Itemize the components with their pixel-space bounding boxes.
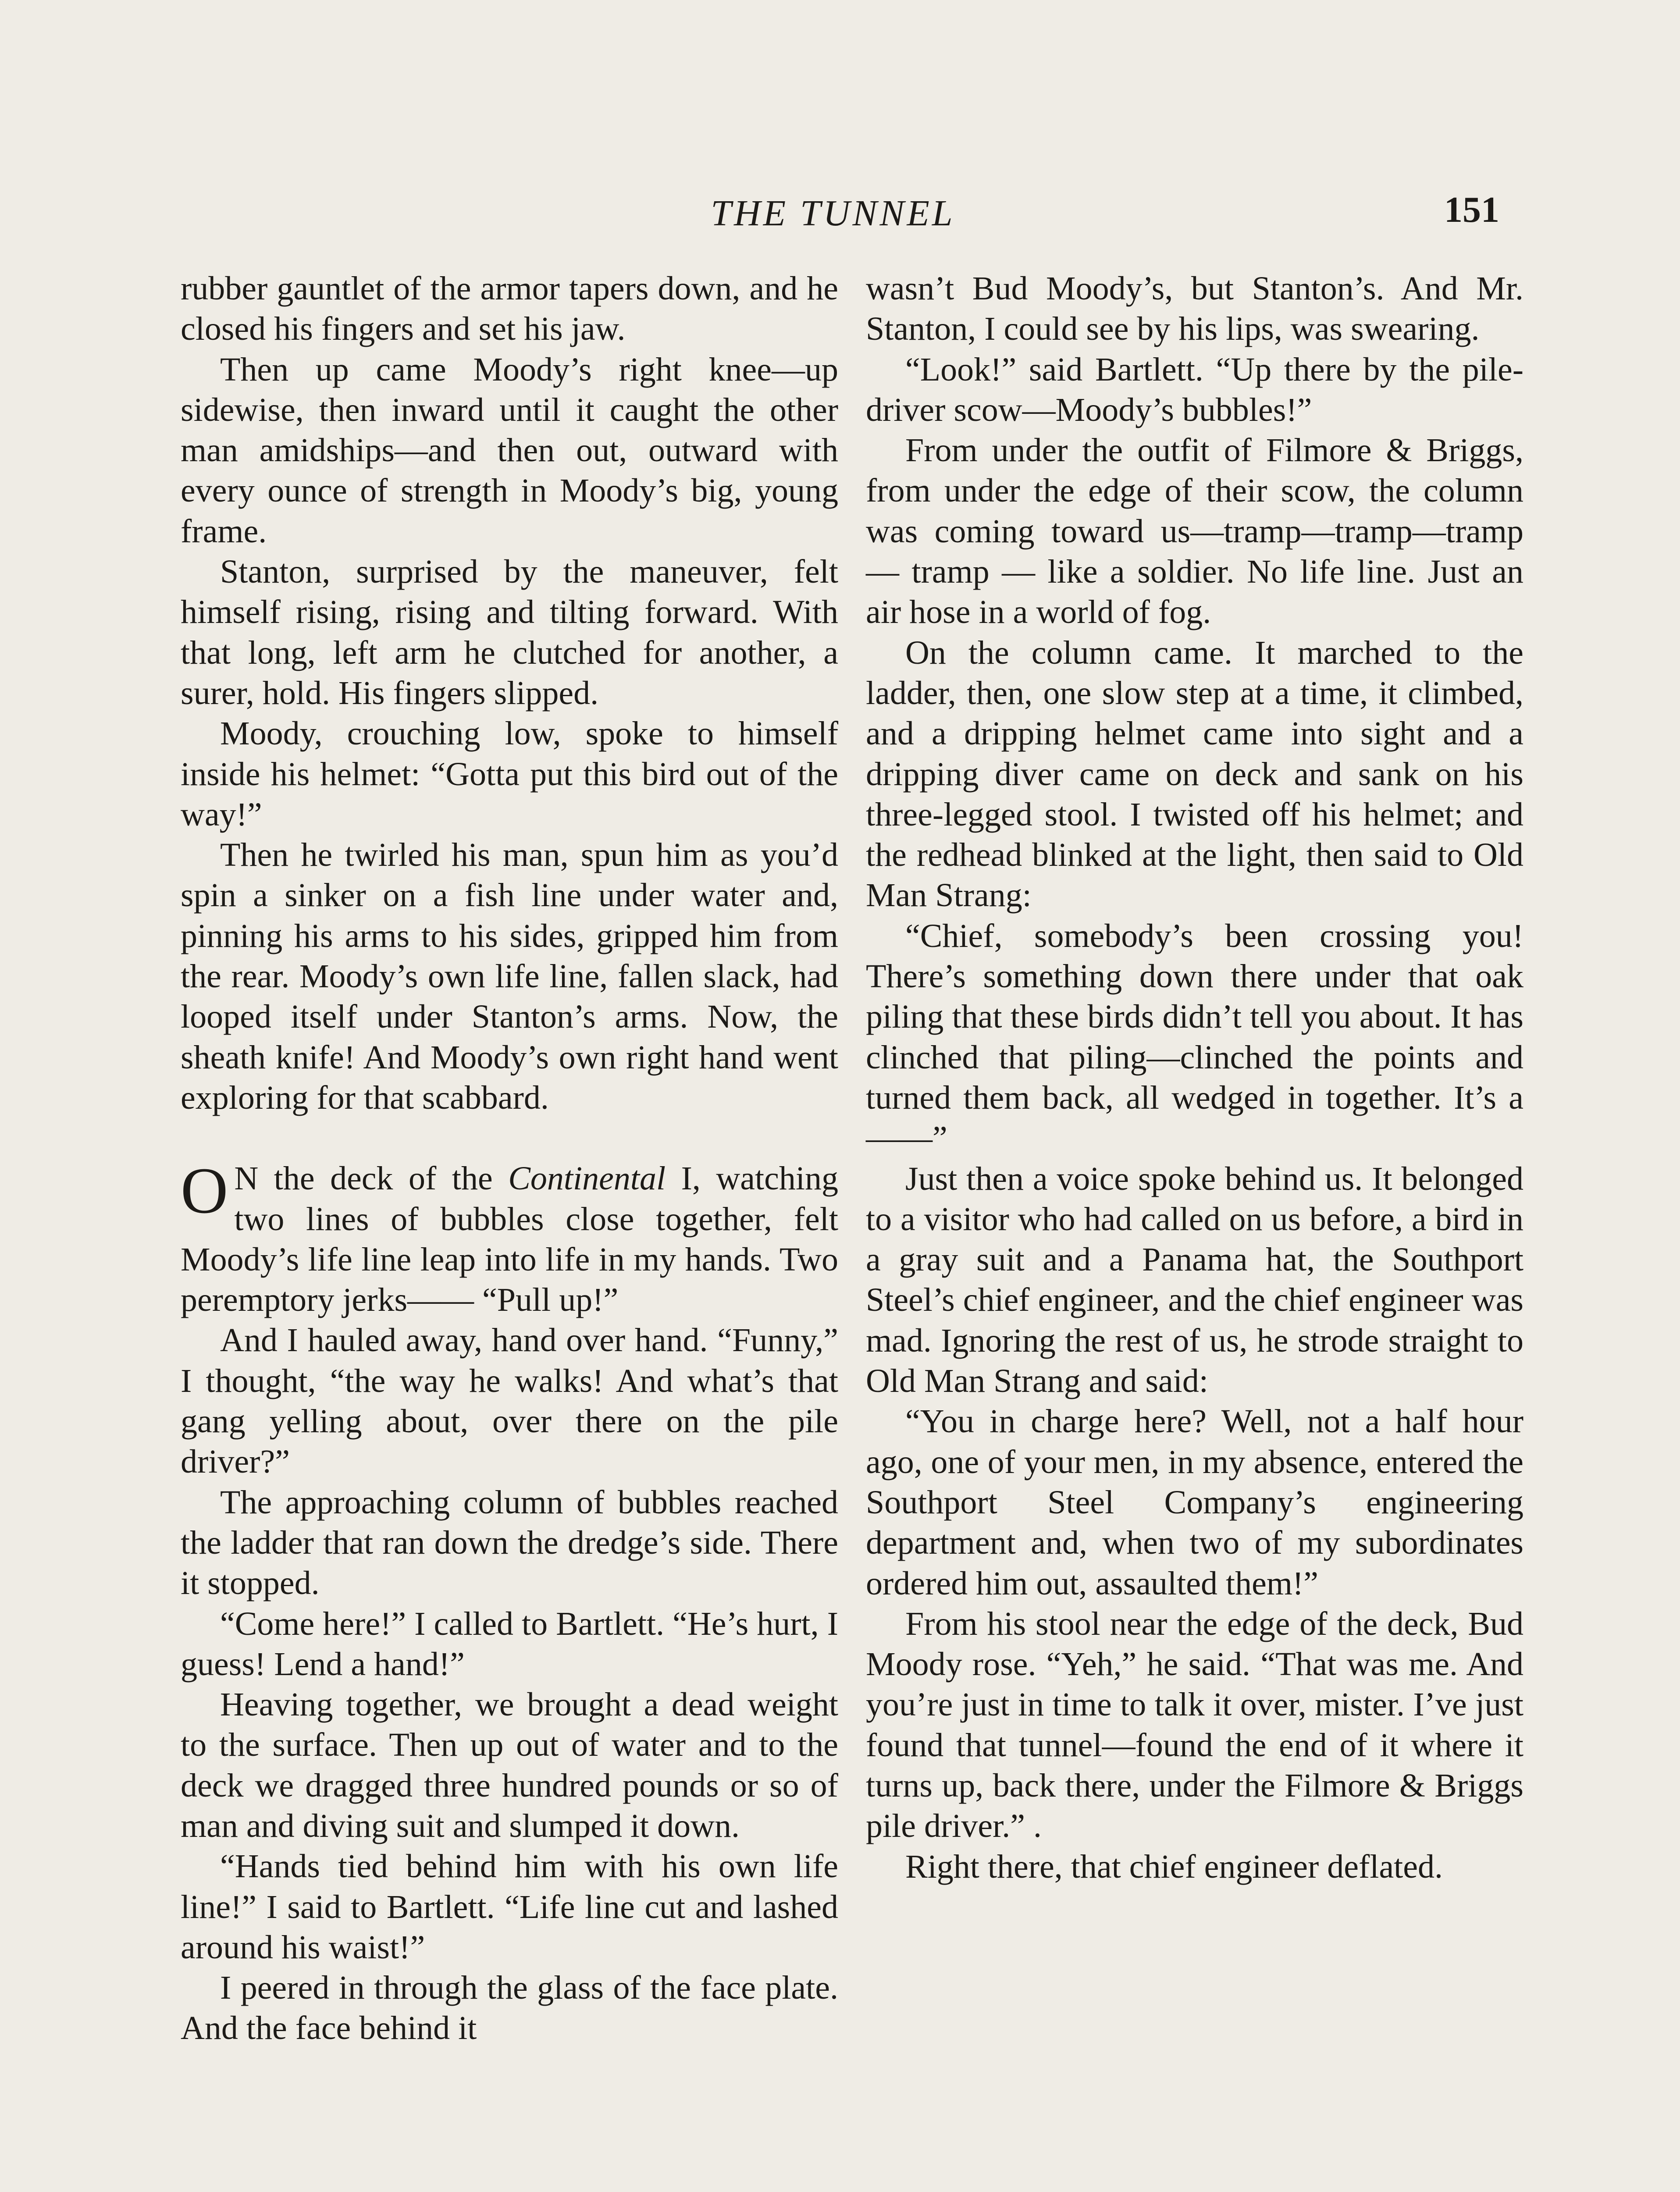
- paragraph: On the column came. It marched to the ladder, then, one slow step at a time, it climbed, and a dripping helmet came into sight and a dripping diver came on deck and sank on his three-legged stool. I twisted off his helmet; and the redhead blinked at the light, then said to Old Man Strang:: [866, 634, 1523, 914]
- paragraph: The approaching column of bubbles reached the ladder that ran down the dredge’s side. There it stopped.: [181, 1484, 838, 1602]
- paragraph: And I hauled away, hand over hand. “Funny,” I thought, “the way he walks! And what’s that gang yelling about, over there on the pile driver?”: [181, 1322, 838, 1480]
- page-header: [167, 189, 1499, 241]
- right-column: [866, 268, 1523, 1887]
- paragraph: “You in charge here? Well, not a half hour ago, one of your men, in my absence, entered the Southport Steel Company’s engineering department and, when two of my subordinates ordered him out, assaulted them!”: [866, 1403, 1523, 1602]
- left-column: [181, 268, 838, 2049]
- paragraph: Stanton, surprised by the maneuver, felt himself rising, rising and tilting forward. With that long, left arm he clutched for another, a surer, hold. His fingers slipped.: [181, 553, 838, 712]
- page-number: 151: [1444, 189, 1499, 230]
- paragraph: From under the outfit of Filmore & Briggs, from under the edge of their scow, the column was coming toward us—tramp—tramp—tramp — tramp — like a soldier. No life line. Just an air hose in a world of fog.: [866, 432, 1523, 631]
- paragraph: “Come here!” I called to Bartlett. “He’s hurt, I guess! Lend a hand!”: [181, 1605, 838, 1683]
- paragraph: Then up came Moody’s right knee—up sidewise, then inward until it caught the other man amidships—and then out, outward with every ounce of strength in Moody’s big, young frame.: [181, 351, 838, 550]
- drop-cap: O: [181, 1154, 228, 1228]
- paragraph: Heaving together, we brought a dead weight to the surface. Then up out of water and to the deck we dragged three hundred pounds or so of man and diving suit and slumped it down.: [181, 1686, 838, 1844]
- paragraph: I peered in through the glass of the face plate. And the face behind it: [181, 1969, 838, 2047]
- paragraph-text: N the deck of the: [234, 1160, 509, 1197]
- paragraph: “Look!” said Bartlett. “Up there by the pile-driver scow—Moody’s bubbles!”: [866, 351, 1523, 428]
- paragraph: Then he twirled his man, spun him as you’d spin a sinker on a fish line under water and, pinning his arms to his sides, gripped him from the rear. Moody’s own life line, fallen slack, had looped itself under Stanton’s arms. Now, the sheath knife! And Moody’s own right hand went exploring for that scabbard.: [181, 836, 838, 1116]
- paragraph: Moody, crouching low, spoke to himself inside his helmet: “Gotta put this bird out of the way!”: [181, 715, 838, 833]
- paragraph: From his stool near the edge of the deck, Bud Moody rose. “Yeh,” he said. “That was me. And you’re just in time to talk it over, mister. I’ve just found that tunnel—found the end of it where it turns up, back there, under the Filmore & Briggs pile driver.” .: [866, 1605, 1523, 1845]
- paragraph: Just then a voice spoke behind us. It belonged to a visitor who had called on us before, a bird in a gray suit and a Panama hat, the Southport Steel’s chief engineer, and the chief engineer was mad. Ignoring the rest of us, he strode straight to Old Man Strang and said:: [866, 1160, 1523, 1400]
- ship-name: Continental: [508, 1160, 666, 1197]
- paragraph: Right there, that chief engineer deflated.: [905, 1848, 1443, 1885]
- running-title: THE TUNNEL: [711, 193, 955, 234]
- paragraph: rubber gauntlet of the armor tapers down, and he closed his fingers and set his jaw.: [181, 270, 838, 348]
- section-opening-paragraph: [181, 1154, 839, 1320]
- paragraph-text: I, watching two lines of bubbles close together, felt Moody’s life line leap into life in my hands. Two peremptory jerks—— “Pull up!”: [181, 1160, 839, 1319]
- paragraph: “Hands tied behind him with his own life line!” I said to Bartlett. “Life line cut and lashed around his waist!”: [181, 1848, 838, 1966]
- paragraph: wasn’t Bud Moody’s, but Stanton’s. And Mr. Stanton, I could see by his lips, was swearing.: [866, 270, 1523, 348]
- paragraph: “Chief, somebody’s been crossing you! There’s something down there under that oak piling that these birds didn’t tell you about. It has clinched that piling—clinched the points and turned them back, all wedged in together. It’s a——”: [866, 917, 1523, 1157]
